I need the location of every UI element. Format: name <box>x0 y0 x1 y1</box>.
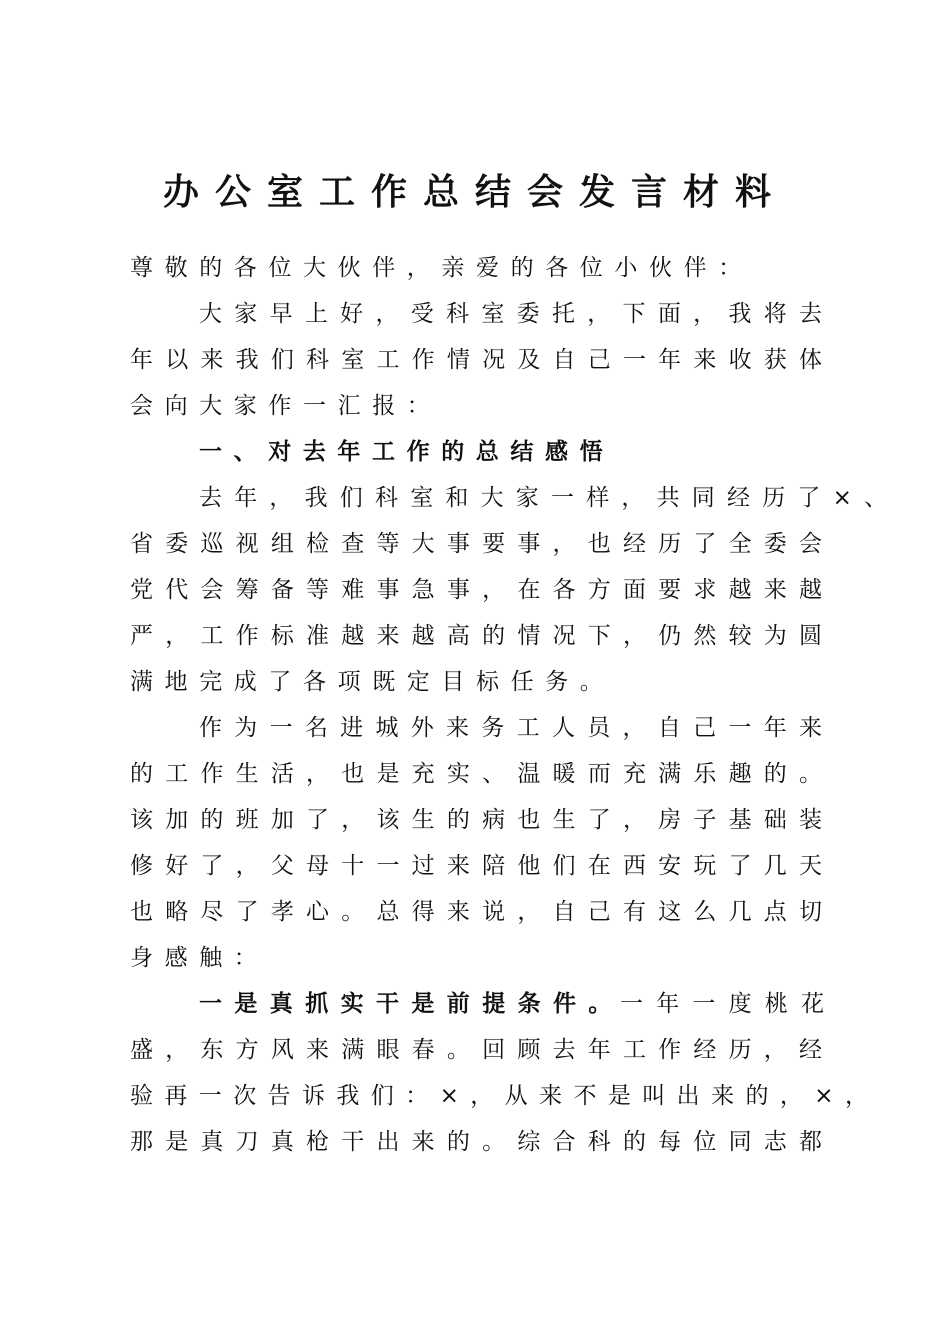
paragraph-line: 那是真刀真枪干出来的。综合科的每位同志都 <box>130 1129 822 1155</box>
paragraph-line: 修好了，父母十一过来陪他们在西安玩了几天 <box>130 853 822 879</box>
paragraph-line: 去年，我们科室和大家一样，共同经历了×、 <box>199 485 900 511</box>
paragraph-line: 的工作生活，也是充实、温暖而充满乐趣的。 <box>130 761 822 787</box>
paragraph-line: 盛，东方风来满眼春。回顾去年工作经历，经 <box>130 1037 822 1063</box>
section-heading: 一、对去年工作的总结感悟 <box>199 439 615 465</box>
bold-lead-phrase: 一是真抓实干是前提条件。 <box>199 991 624 1017</box>
paragraph-line: 也略尽了孝心。总得来说，自己有这么几点切 <box>130 899 822 925</box>
paragraph-line: 一年一度桃花 <box>620 991 838 1017</box>
paragraph-line: 会向大家作一汇报： <box>130 393 442 419</box>
paragraph-line: 年以来我们科室工作情况及自己一年来收获体 <box>130 347 822 373</box>
paragraph-line: 作为一名进城外来务工人员，自己一年来 <box>199 715 822 741</box>
greeting-line: 尊敬的各位大伙伴，亲爱的各位小伙伴： <box>130 255 753 281</box>
paragraph-line: 身感触： <box>130 945 269 971</box>
paragraph-line: 验再一次告诉我们：×，从来不是叫出来的，×， <box>130 1083 880 1109</box>
paragraph-line: 党代会筹备等难事急事，在各方面要求越来越 <box>130 577 822 603</box>
paragraph-line: 严，工作标准越来越高的情况下，仍然较为圆 <box>130 623 822 649</box>
paragraph-line: 该加的班加了，该生的病也生了，房子基础装 <box>130 807 822 833</box>
document-title: 办公室工作总结会发言材料 <box>162 171 787 213</box>
paragraph-line: 满地完成了各项既定目标任务。 <box>130 669 615 695</box>
paragraph-line: 省委巡视组检查等大事要事，也经历了全委会 <box>130 531 822 557</box>
paragraph-line: 大家早上好，受科室委托，下面，我将去 <box>199 301 822 327</box>
